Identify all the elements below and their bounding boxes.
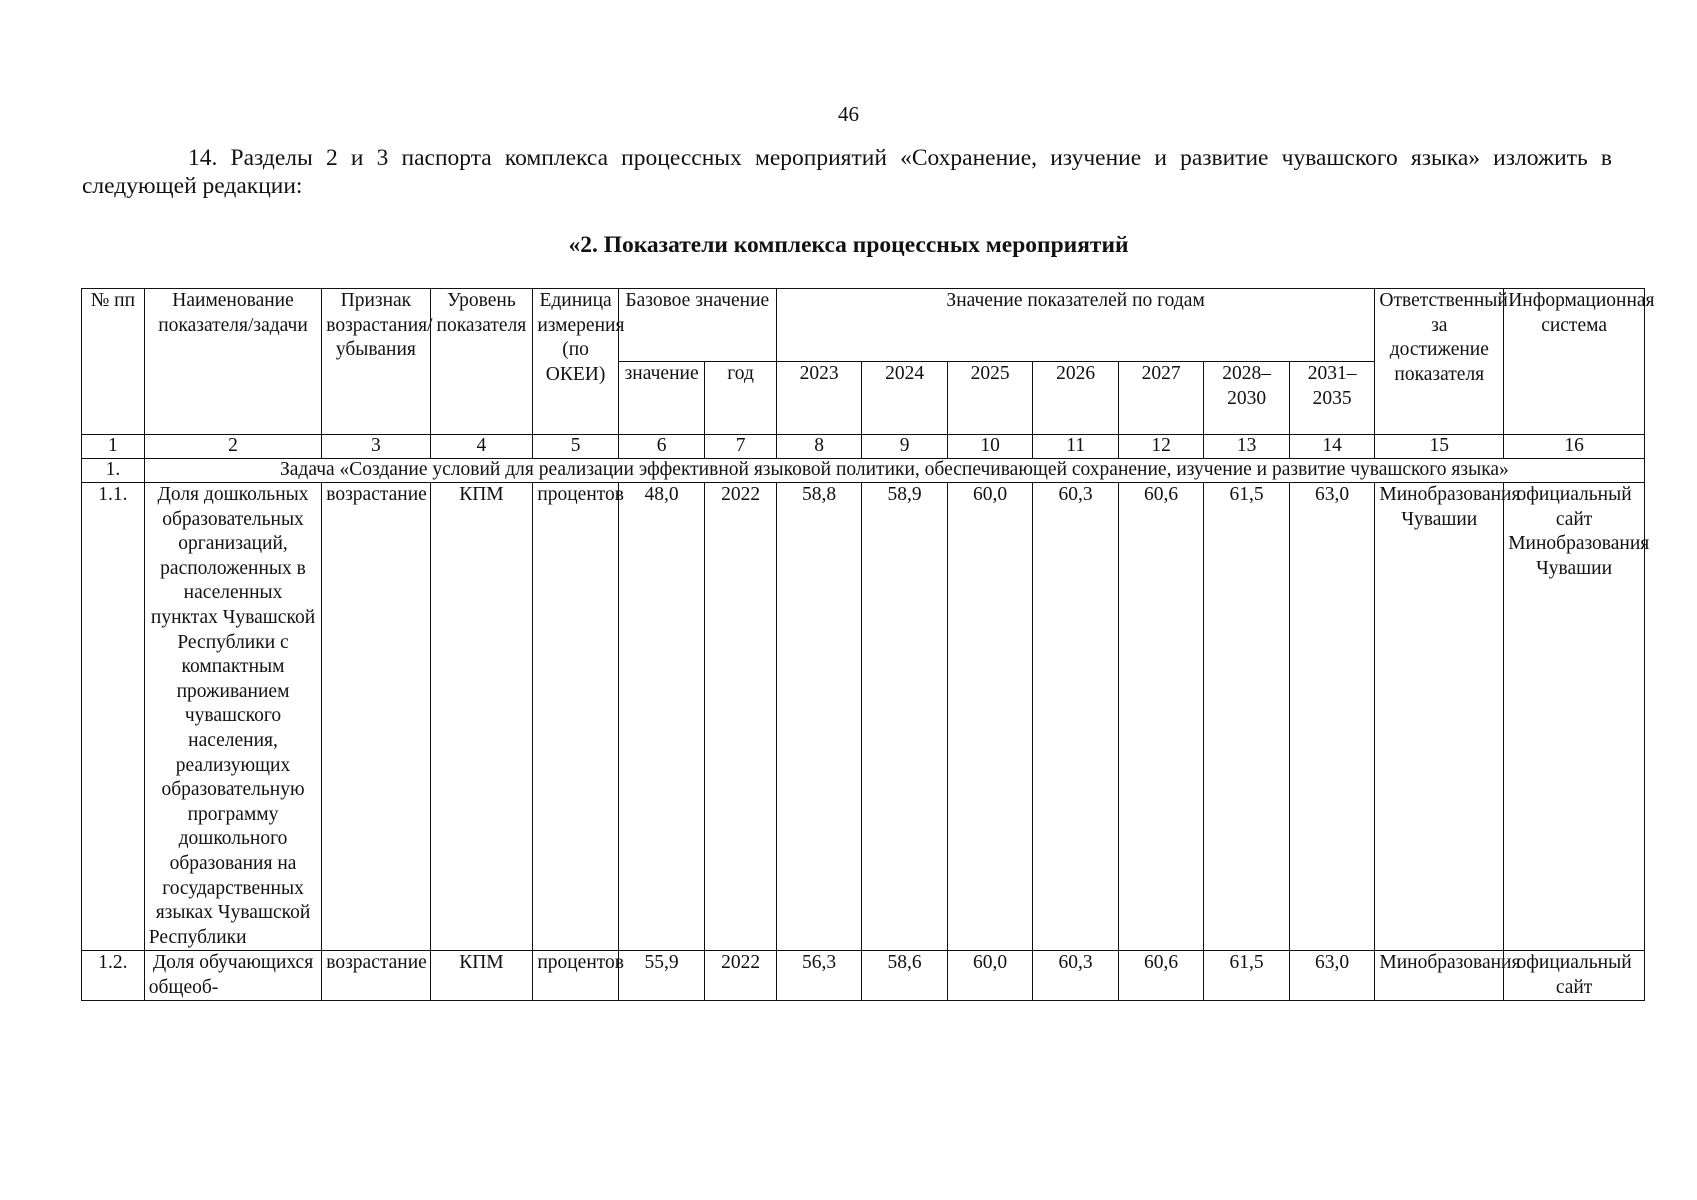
row-num: 1.1. (82, 483, 145, 951)
column-number: 16 (1504, 435, 1645, 459)
level: КПМ (430, 483, 533, 951)
year-value: 56,3 (776, 951, 862, 1001)
year-value: 58,8 (776, 483, 862, 951)
table-row (82, 483, 1645, 951)
task-text: Задача «Создание условий для реализации эффективной языковой политики, обеспечивающей сохранение, изучение и развитие чувашского языка» (144, 459, 1644, 483)
indicator-name: Доля дошкольных образовательных организаций, расположенных в населенных пунктах Чувашской Республики с компактным проживанием чувашского населения, реализующих образовательную программу дошкольного образования на государственных языках Чувашской Республики (144, 483, 322, 951)
column-number: 10 (947, 435, 1033, 459)
year-value: 60,3 (1033, 951, 1119, 1001)
header-year: 2025 (947, 362, 1033, 435)
column-number: 3 (322, 435, 430, 459)
header-year: 2026 (1033, 362, 1119, 435)
header-year: 2028–2030 (1204, 362, 1290, 435)
header-num: № пп (82, 289, 145, 435)
column-number: 11 (1033, 435, 1119, 459)
year-value: 60,0 (947, 483, 1033, 951)
header-name: Наименование показателя/задачи (144, 289, 322, 435)
year-value: 61,5 (1204, 483, 1290, 951)
column-number: 4 (430, 435, 533, 459)
unit: процентов (533, 951, 619, 1001)
trend: возрастание (322, 951, 430, 1001)
trend: возрастание (322, 483, 430, 951)
column-number: 14 (1289, 435, 1375, 459)
base-value: 48,0 (618, 483, 705, 951)
header-info-system: Информационная система (1504, 289, 1645, 435)
level: КПМ (430, 951, 533, 1001)
indicators-table (81, 288, 1655, 1001)
base-value: 55,9 (618, 951, 705, 1001)
header-base-year: год (705, 362, 776, 435)
column-number: 8 (776, 435, 862, 459)
column-number: 12 (1118, 435, 1204, 459)
column-number: 1 (82, 435, 145, 459)
indicator-name: Доля обучающихся общеоб- (144, 951, 322, 1001)
column-numbers-row (82, 435, 1645, 459)
column-number: 6 (618, 435, 705, 459)
header-unit: Единица измерения (по ОКЕИ) (533, 289, 619, 435)
year-value: 60,3 (1033, 483, 1119, 951)
header-years-group: Значение показателей по годам (776, 289, 1375, 362)
column-number: 9 (862, 435, 948, 459)
header-base: Базовое значение (618, 289, 776, 362)
column-number: 7 (705, 435, 776, 459)
intro-paragraph: 14. Разделы 2 и 3 паспорта комплекса процессных мероприятий «Сохранение, изучение и развитие чувашского языка» изложить в следующей редакции: (82, 145, 1612, 199)
header-responsible: Ответственный за достижение показателя (1375, 289, 1504, 435)
section-title: «2. Показатели комплекса процессных мероприятий (568, 232, 1129, 258)
header-year: 2027 (1118, 362, 1204, 435)
info-system: официальный сайт Минобразования Чувашии (1504, 483, 1645, 951)
column-number: 2 (144, 435, 322, 459)
header-level: Уровень показателя (430, 289, 533, 435)
info-system: официальный сайт (1504, 951, 1645, 1001)
year-value: 58,6 (862, 951, 948, 1001)
header-year: 2024 (862, 362, 948, 435)
year-value: 63,0 (1289, 951, 1375, 1001)
responsible: Минобразования (1375, 951, 1504, 1001)
header-year: 2031–2035 (1289, 362, 1375, 435)
page-number: 46 (838, 102, 859, 126)
base-year: 2022 (705, 951, 776, 1001)
column-number: 5 (533, 435, 619, 459)
responsible: Минобразования Чувашии (1375, 483, 1504, 951)
task-num: 1. (82, 459, 145, 483)
year-value: 58,9 (862, 483, 948, 951)
table-row (82, 951, 1645, 1001)
header-year: 2023 (776, 362, 862, 435)
task-row (82, 459, 1645, 483)
header-base-value: значение (618, 362, 705, 435)
column-number: 13 (1204, 435, 1290, 459)
base-year: 2022 (705, 483, 776, 951)
year-value: 61,5 (1204, 951, 1290, 1001)
year-value: 60,6 (1118, 951, 1204, 1001)
year-value: 60,6 (1118, 483, 1204, 951)
header-trend: Признак возрастания/убывания (322, 289, 430, 435)
row-num: 1.2. (82, 951, 145, 1001)
unit: процентов (533, 483, 619, 951)
year-value: 60,0 (947, 951, 1033, 1001)
column-number: 15 (1375, 435, 1504, 459)
year-value: 63,0 (1289, 483, 1375, 951)
